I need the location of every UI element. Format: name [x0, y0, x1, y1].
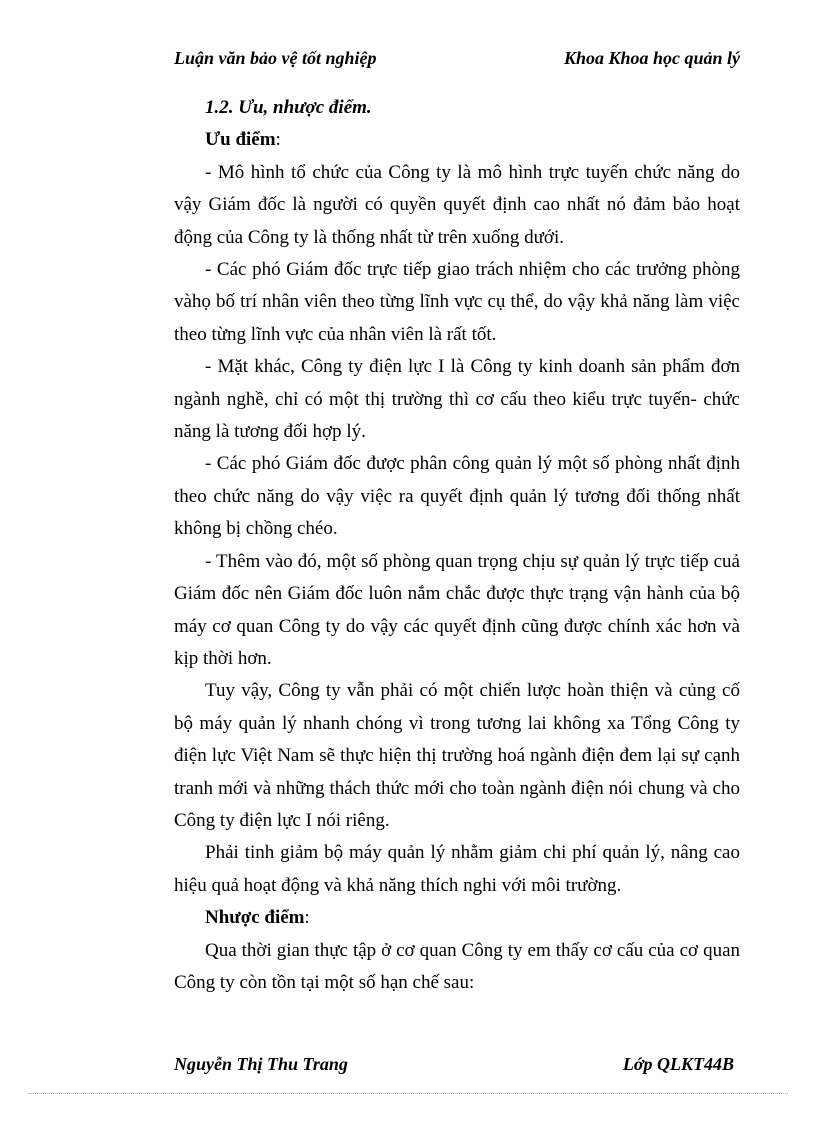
page-footer	[174, 1054, 734, 1080]
footer-class: Lớp QLKT44B	[622, 1054, 734, 1074]
advantages-heading	[174, 124, 740, 156]
advantage-paragraph: Phải tinh giảm bộ máy quản lý nhằm giảm chi phí quản lý, nâng cao hiệu quả hoạt động và khả năng thích nghi với môi trường.	[174, 842, 740, 896]
header-faculty: Khoa Khoa học quản lý	[563, 48, 740, 68]
advantage-paragraph: - Các phó Giám đốc trực tiếp giao trách nhiệm cho các trưởng phòng vàhọ bố trí nhân viên theo từng lĩnh vực cụ thể, do vậy khả năng làm việc theo từng lĩnh vực của nhân viên là rất tốt.	[174, 259, 740, 345]
advantages-colon: :	[275, 129, 281, 151]
advantages-label: Ưu điểm	[205, 129, 276, 151]
advantage-paragraph: - Mô hình tổ chức của Công ty là mô hình trực tuyến chức năng do vậy Giám đốc là người có quyền quyết định cao nhất nó đảm bảo hoạt động của Công ty là thống nhất từ trên xuống dưới.	[174, 161, 740, 248]
document-body	[174, 92, 740, 999]
disadvantages-label: Nhược điểm	[205, 907, 305, 929]
page-header	[174, 48, 740, 74]
advantage-paragraph: Tuy vậy, Công ty vẫn phải có một chiến lược hoàn thiện và củng cố bộ máy quản lý nhanh chóng vì trong tương lai không xa Tổng Công ty điện lực Việt Nam sẽ thực hiện thị trường hoá ngành điện đem lại sự cạnh tranh mới và những thách thức mới cho toàn ngành điện nói chung và cho Công ty điện lực I nói riêng.	[174, 680, 740, 831]
page-bottom-divider	[28, 1093, 788, 1094]
disadvantages-colon: :	[304, 907, 310, 929]
header-thesis-title: Luận văn bảo vệ tốt nghiệp	[174, 48, 377, 68]
disadvantages-heading	[174, 902, 740, 934]
advantage-paragraph: - Thêm vào đó, một số phòng quan trọng chịu sự quản lý trực tiếp cuả Giám đốc nên Giám đốc luôn nắm chắc được thực trạng vận hành của bộ máy cơ quan Công ty do vậy các quyết định cũng được chính xác hơn và kịp thời hơn.	[174, 550, 740, 669]
advantage-paragraph: - Các phó Giám đốc được phân công quản lý một số phòng nhất định theo chức năng do vậy việc ra quyết định quản lý tương đối thống nhất không bị chồng chéo.	[174, 453, 740, 540]
footer-author: Nguyễn Thị Thu Trang	[174, 1054, 348, 1074]
section-title: 1.2. Ưu, nhược điểm.	[205, 97, 372, 118]
disadvantage-paragraph: Qua thời gian thực tập ở cơ quan Công ty em thấy cơ cấu của cơ quan Công ty còn tồn tại một số hạn chế sau:	[174, 939, 740, 993]
advantage-paragraph: - Mặt khác, Công ty điện lực I là Công ty kinh doanh sản phẩm đơn ngành nghề, chỉ có một thị trường thì cơ cấu theo kiểu trực tuyến- chức năng là tương đối hợp lý.	[174, 356, 740, 443]
